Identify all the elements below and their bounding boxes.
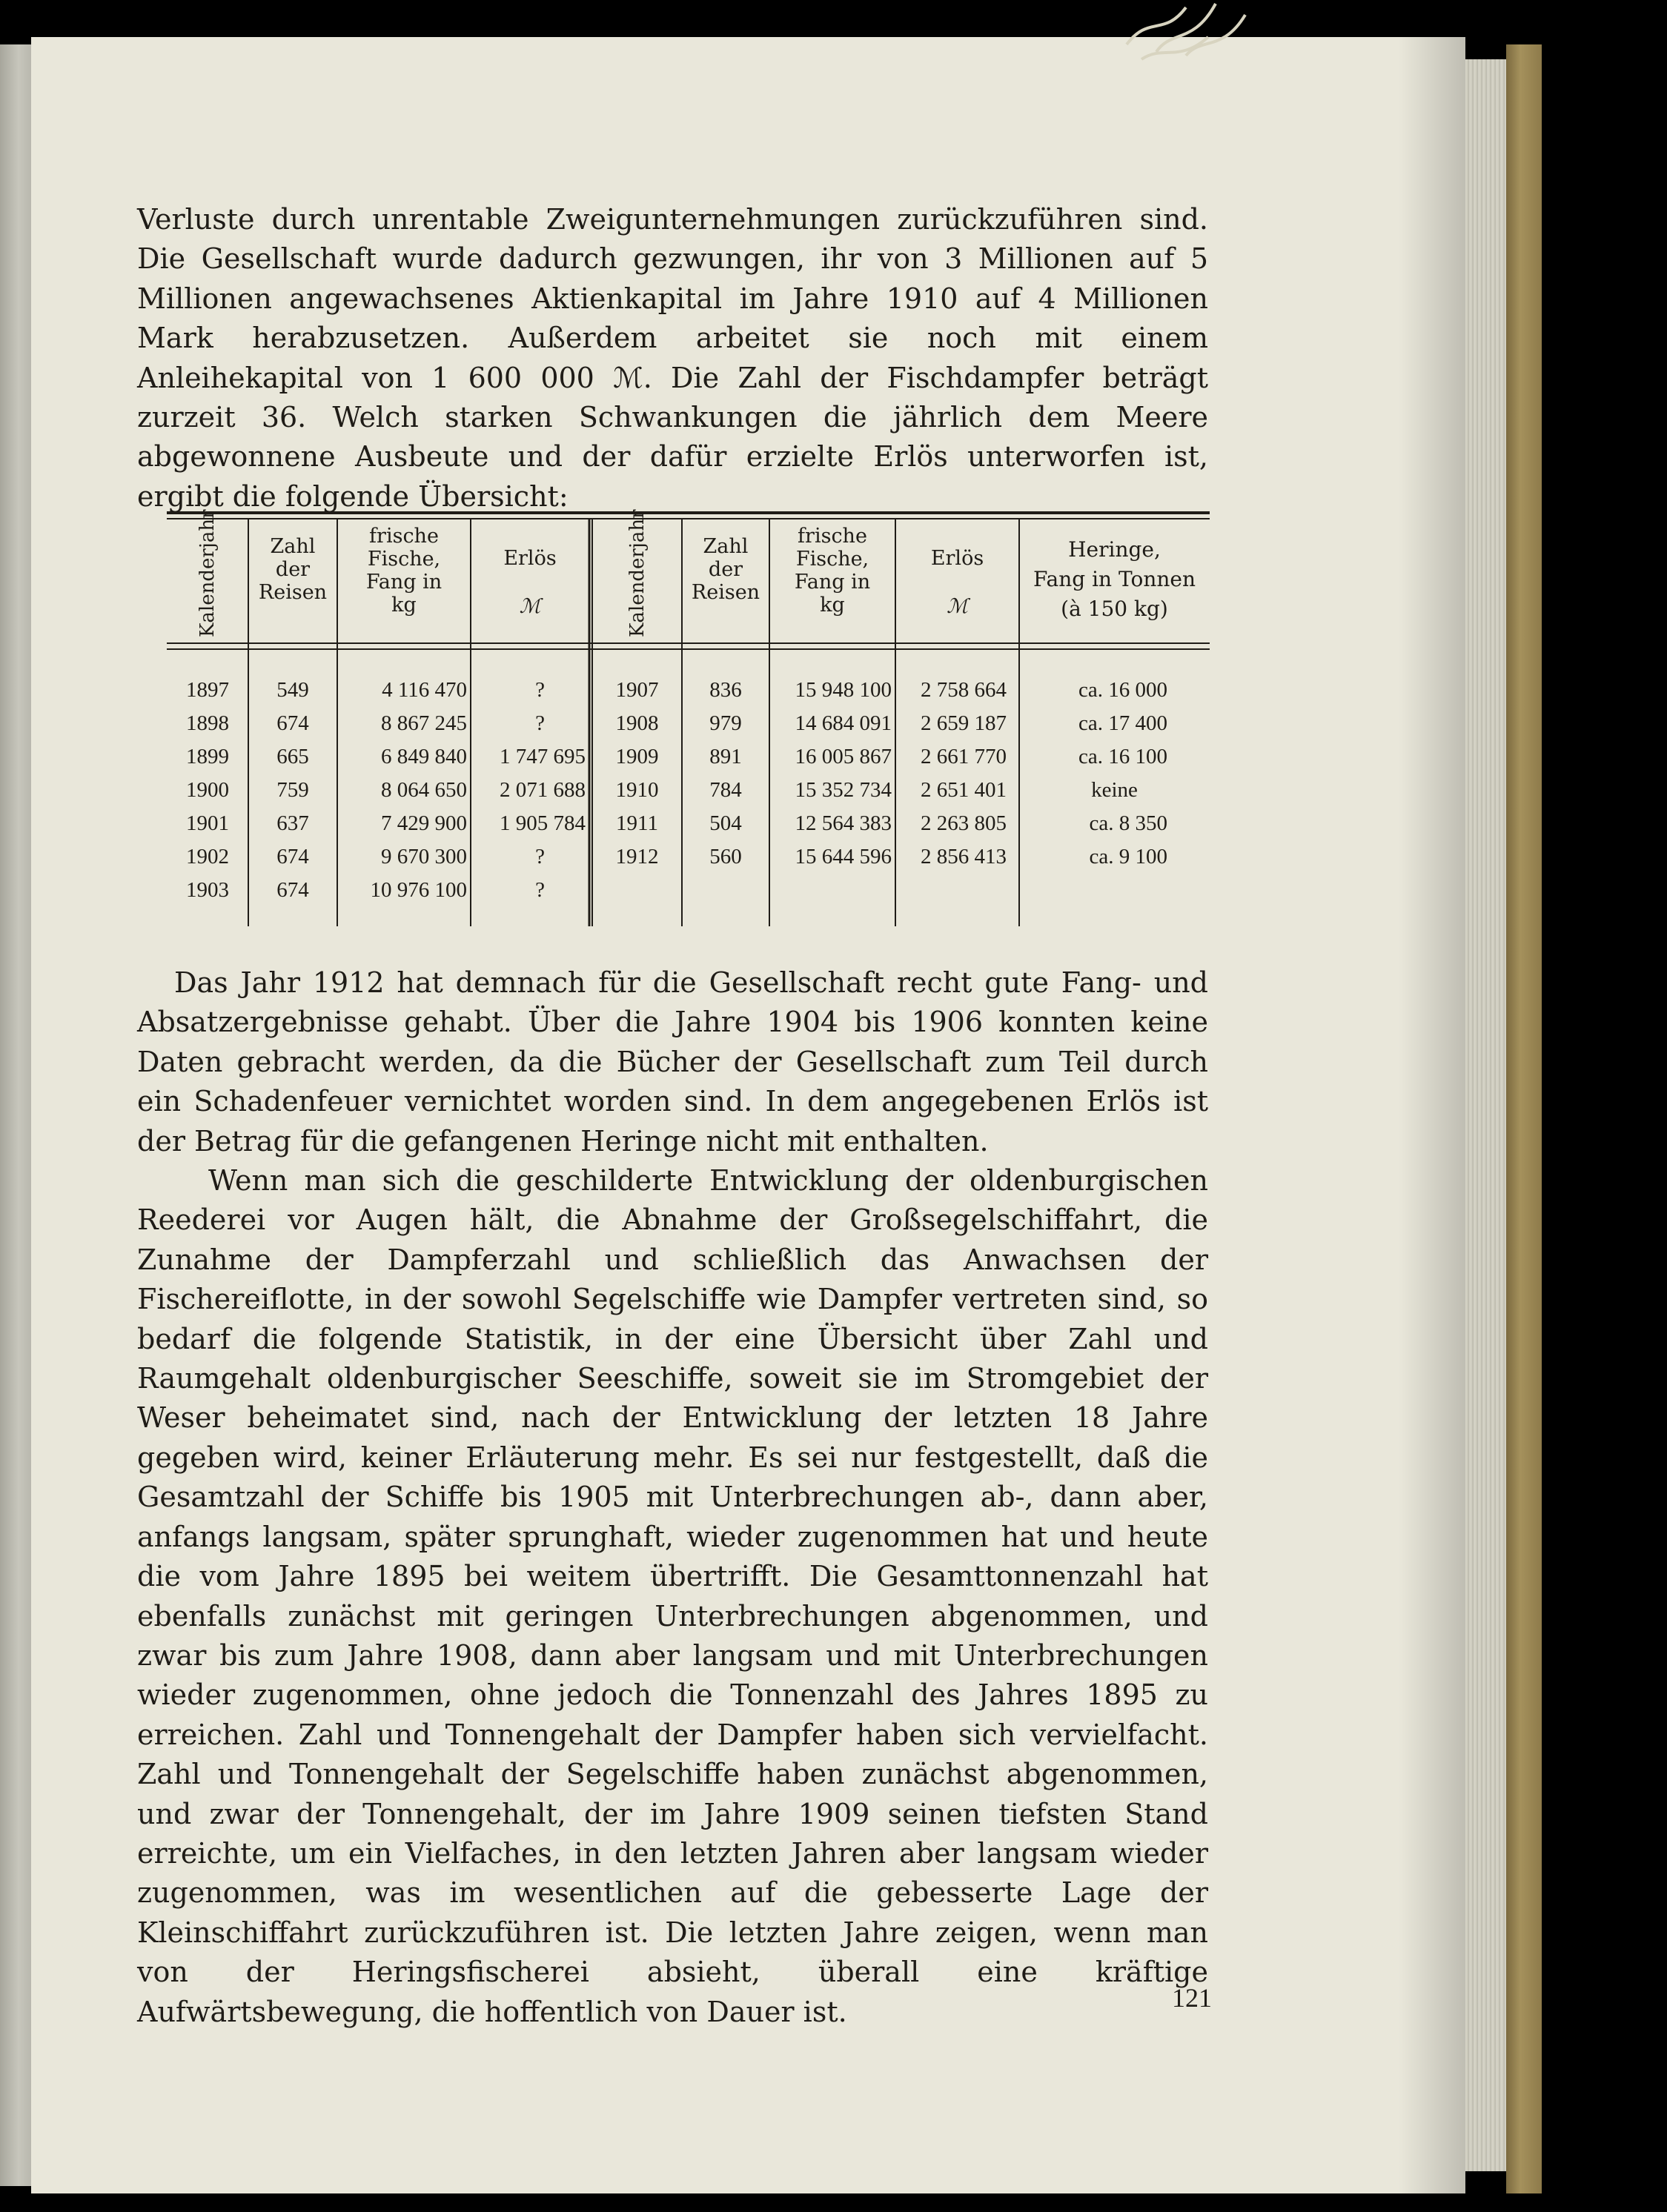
header-year-right: Kalenderjahr — [626, 509, 649, 637]
cell-fish: 15 352 734 — [795, 778, 892, 802]
previous-page-edge — [0, 44, 31, 2186]
cell-trips: 979 — [709, 711, 742, 735]
cell-proceeds: 2 659 187 — [921, 711, 1007, 735]
page-number: 121 — [1172, 1983, 1212, 2013]
cell-trips: 784 — [709, 778, 742, 802]
cell-year: 1897 — [186, 678, 229, 702]
cell-fish: 8 064 650 — [381, 778, 467, 802]
paragraph-1-text: Verluste durch unrentable Zweigunternehmungen zurückzuführen sind. Die Gesellschaft wurde dadurch gezwungen, ihr von 3 Millionen auf 5 Millionen angewachsenes Aktienkapital im Jahre 1910 auf 4 Millionen Mark herabzusetzen. Außerdem arbeitet sie noch mit einem Anleihekapital von 1 600 000 ℳ. Die Zahl der Fischdampfer beträgt zurzeit 36. Welch starken Schwankungen die jährlich dem Meere abgewonnene Ausbeute und der dafür erzielte Erlös unterworfen ist, ergibt die folgende Übersicht: — [137, 203, 1208, 513]
cell-fish: 10 976 100 — [370, 878, 467, 902]
header-proceeds-left: Erlös ℳ — [503, 547, 557, 618]
cell-herring: ca. 17 400 — [1078, 711, 1167, 735]
cell-proceeds: 2 071 688 — [500, 778, 586, 802]
header-trips-left: Zahl der Reisen — [258, 535, 328, 604]
cell-fish: 6 849 840 — [381, 745, 467, 768]
cell-proceeds: 2 856 413 — [921, 845, 1007, 868]
cell-year: 1911 — [616, 811, 658, 835]
frayed-thread — [1097, 0, 1275, 74]
cell-fish: 4 116 470 — [382, 678, 467, 702]
header-year-left: Kalenderjahr — [196, 509, 219, 637]
cell-year: 1912 — [615, 845, 659, 868]
cell-fish: 15 948 100 — [795, 678, 892, 702]
cell-herring: ca. 16 000 — [1078, 678, 1167, 702]
cell-fish: 14 684 091 — [795, 711, 892, 735]
cell-herring: ca. 16 100 — [1078, 745, 1167, 768]
header-proceeds-right: Erlös ℳ — [930, 547, 984, 618]
cell-year: 1903 — [186, 878, 229, 902]
paragraph-2: Das Jahr 1912 hat demnach für die Gesellschaft recht gute Fang- und Absatzergebnisse gehabt. Über die Jahre 1904 bis 1906 konnten keine Daten gebracht werden, da die Bücher der Gesellschaft zum Teil durch ein Schadenfeuer vernichtet worden sind. In dem angegebenen Erlös ist der Betrag für die gefangenen Heringe nicht mit enthalten. — [137, 966, 1208, 1158]
cell-proceeds: 1 905 784 — [500, 811, 586, 835]
cell-year: 1907 — [615, 678, 659, 702]
cell-proceeds: ? — [535, 711, 545, 735]
cell-herring: ca. 9 100 — [1089, 845, 1167, 868]
cell-herring: ca. 8 350 — [1089, 811, 1167, 835]
cell-year: 1899 — [186, 745, 229, 768]
cell-fish: 15 644 596 — [795, 845, 892, 868]
cell-fish: 7 429 900 — [381, 811, 467, 835]
cell-fish: 9 670 300 — [381, 845, 467, 868]
cell-proceeds: 1 747 695 — [500, 745, 586, 768]
cell-trips: 504 — [709, 811, 742, 835]
book-cover-edge — [1506, 44, 1542, 2193]
cell-fish: 16 005 867 — [795, 745, 892, 768]
cell-trips: 637 — [276, 811, 309, 835]
cell-trips: 836 — [709, 678, 742, 702]
cell-year: 1901 — [186, 811, 229, 835]
header-herring: Heringe, Fang in Tonnen (à 150 kg) — [1033, 537, 1196, 621]
cell-fish: 12 564 383 — [795, 811, 892, 835]
header-trips-right: Zahl der Reisen — [691, 535, 760, 604]
cell-herring: keine — [1091, 778, 1138, 802]
cell-trips: 674 — [276, 845, 309, 868]
cell-year: 1910 — [615, 778, 659, 802]
cell-proceeds: ? — [535, 845, 545, 868]
cell-year: 1898 — [186, 711, 229, 735]
header-fish-left: frische Fische, Fang in kg — [365, 525, 443, 617]
cell-trips: 560 — [709, 845, 742, 868]
cell-year: 1908 — [615, 711, 659, 735]
catch-statistics-table — [137, 511, 1210, 926]
paragraph-3: Wenn man sich die geschilderte Entwicklung der oldenburgischen Reederei vor Augen hält, die Abnahme der Großsegelschiffahrt, die Zunahme der Dampferzahl und schließlich das Anwachsen der Fischereiflotte, in der sowohl Segelschiffe wie Dampfer vertreten sind, so bedarf die folgende Statistik, in der eine Übersicht über Zahl und Raumgehalt oldenburgischer Seeschiffe, soweit sie im Stromgebiet der Weser beheimatet sind, nach der Entwicklung der letzten 18 Jahre gegeben wird, keiner Erläuterung mehr. Es sei nur festgestellt, daß die Gesamtzahl der Schiffe bis 1905 mit Unterbrechungen ab-, dann aber, anfangs langsam, später sprunghaft, wieder zugenommen hat und heute die vom Jahre 1895 bei weitem übertrifft. Die Gesamttonnenzahl hat ebenfalls zunächst mit geringen Unterbrechungen abgenommen, und zwar bis zum Jahre 1908, dann aber langsam und mit Unterbrechungen wieder zugenommen, ohne jedoch die Tonnenzahl des Jahres 1895 zu erreichen. Zahl und Tonnengehalt der Dampfer haben sich vervielfacht. Zahl und Tonnengehalt der Segelschiffe haben zunächst abgenommen, und zwar der Tonnengehalt, der im Jahre 1909 seinen tiefsten Stand erreichte, um ein Vielfaches, in den letzten Jahren aber langsam wieder zugenommen, was im wesentlichen auf die gebesserte Lage der Kleinschiffahrt zurückzuführen ist. Die letzten Jahre zeigen, wenn man von der Heringsfischerei absieht, überall eine kräftige Aufwärtsbewegung, die hoffentlich von Dauer ist. — [137, 1164, 1208, 2028]
cell-proceeds: ? — [535, 878, 545, 902]
cell-proceeds: 2 263 805 — [921, 811, 1007, 835]
cell-fish: 8 867 245 — [381, 711, 467, 735]
body-text-lower — [137, 963, 1208, 2032]
cell-proceeds: 2 758 664 — [921, 678, 1007, 702]
page-stack-edges — [1465, 59, 1508, 2171]
cell-year: 1909 — [615, 745, 659, 768]
cell-proceeds: ? — [535, 678, 545, 702]
cell-year: 1900 — [186, 778, 229, 802]
cell-trips: 674 — [276, 878, 309, 902]
cell-trips: 549 — [276, 678, 309, 702]
paragraph-1 — [137, 200, 1208, 517]
cell-trips: 891 — [709, 745, 742, 768]
cell-year: 1902 — [186, 845, 229, 868]
header-fish-right: frische Fische, Fang in kg — [794, 525, 871, 617]
cell-proceeds: 2 651 401 — [921, 778, 1007, 802]
cell-proceeds: 2 661 770 — [921, 745, 1007, 768]
cell-trips: 759 — [276, 778, 309, 802]
cell-trips: 674 — [276, 711, 309, 735]
cell-trips: 665 — [276, 745, 309, 768]
